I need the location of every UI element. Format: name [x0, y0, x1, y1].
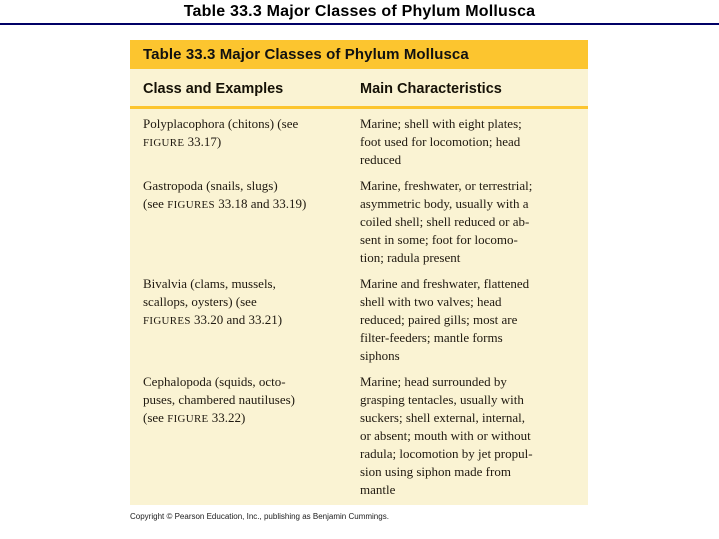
- table-row: [143, 177, 575, 267]
- text-line: tion; radula present: [360, 250, 461, 265]
- text-line: FIGURE 33.17): [143, 134, 222, 149]
- text-line: Marine, freshwater, or terrestrial;: [360, 178, 533, 193]
- text-line: or absent; mouth with or without: [360, 428, 531, 443]
- text-line: reduced: [360, 152, 402, 167]
- mollusca-table: [130, 40, 588, 505]
- text-line: Marine and freshwater, flattened: [360, 276, 530, 291]
- text-line: Polyplacophora (chitons) (see: [143, 116, 299, 131]
- table-title-band: [130, 40, 588, 69]
- column-header-characteristics: Main Characteristics: [360, 81, 502, 97]
- table-body: [130, 109, 588, 499]
- text-line: scallops, oysters) (see: [143, 294, 257, 309]
- table-title: Table 33.3 Major Classes of Phylum Mollusca: [143, 46, 469, 63]
- class-cell: [143, 373, 360, 499]
- characteristics-cell: [360, 275, 575, 365]
- page-title: Table 33.3 Major Classes of Phylum Mollusca: [183, 3, 536, 20]
- text-line: filter-feeders; mantle forms: [360, 330, 503, 345]
- text-line: sion using siphon made from: [360, 464, 511, 479]
- characteristics-cell: [360, 115, 575, 169]
- characteristics-cell: [360, 177, 575, 267]
- text-line: Marine; shell with eight plates;: [360, 116, 522, 131]
- text-line: coiled shell; shell reduced or ab-: [360, 214, 530, 229]
- text-line: mantle: [360, 482, 396, 497]
- text-line: asymmetric body, usually with a: [360, 196, 529, 211]
- text-line: siphons: [360, 348, 400, 363]
- table-row: [143, 373, 575, 499]
- text-line: foot used for locomotion; head: [360, 134, 521, 149]
- text-line: puses, chambered nautiluses): [143, 392, 295, 407]
- text-line: Gastropoda (snails, slugs): [143, 178, 278, 193]
- text-line: reduced; paired gills; most are: [360, 312, 518, 327]
- table-row: [143, 115, 575, 169]
- text-line: FIGURES 33.20 and 33.21): [143, 312, 283, 327]
- text-line: grasping tentacles, usually with: [360, 392, 524, 407]
- class-cell: [143, 115, 360, 169]
- characteristics-cell: [360, 373, 575, 499]
- table-header-row: [130, 69, 588, 97]
- class-cell: [143, 275, 360, 365]
- text-line: Cephalopoda (squids, octo-: [143, 374, 286, 389]
- table-row: [143, 275, 575, 365]
- text-line: shell with two valves; head: [360, 294, 502, 309]
- text-line: radula; locomotion by jet propul-: [360, 446, 533, 461]
- text-line: (see FIGURES 33.18 and 33.19): [143, 196, 307, 211]
- class-cell: [143, 177, 360, 267]
- title-divider: [0, 23, 719, 25]
- text-line: Bivalvia (clams, mussels,: [143, 276, 276, 291]
- text-line: Marine; head surrounded by: [360, 374, 507, 389]
- text-line: sent in some; foot for locomo-: [360, 232, 518, 247]
- column-header-class: Class and Examples: [143, 81, 284, 97]
- text-line: (see FIGURE 33.22): [143, 410, 246, 425]
- text-line: suckers; shell external, internal,: [360, 410, 525, 425]
- copyright-text: Copyright © Pearson Education, Inc., publishing as Benjamin Cummings.: [130, 512, 389, 521]
